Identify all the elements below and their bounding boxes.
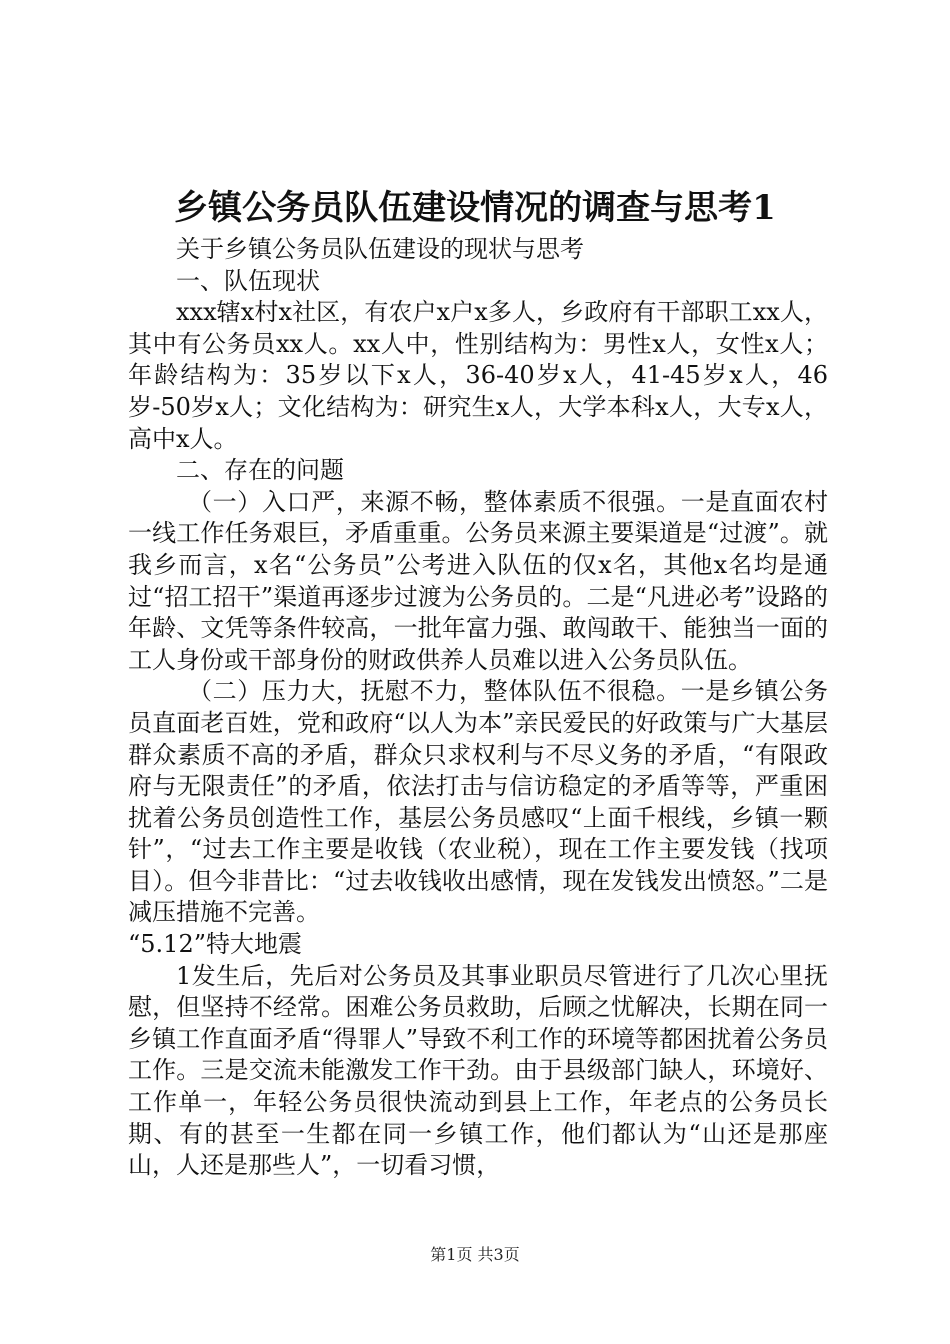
body-paragraph-problem-1: （一）入口严，来源不畅，整体素质不很强。一是直面农村一线工作任务艰巨，矛盾重重。公务员来源主要渠道是“过渡”。就我乡而言，x名“公务员”公考进入队伍的仅x名，其他x名均是通过“招工招干”渠道再逐步过渡为公务员的。二是“凡进必考”设路的年龄、文凭等条件较高，一批年富力强、敢闯敢干、能独当一面的工人身份或干部身份的财政供养人员难以进入公务员队伍。 (128, 487, 828, 674)
earthquake-line: “5.12”特大地震 (128, 930, 302, 959)
body-paragraph-continuation: 1发生后，先后对公务员及其事业职员尽管进行了几次心里抚慰，但坚持不经常。困难公务员救助，后顾之忧解决，长期在同一乡镇工作直面矛盾“得罪人”导致不利工作的环境等都困扰着公务员工作。三是交流未能激发工作干劲。由于县级部门缺人，环境好、工作单一，年轻公务员很快流动到县上工作，年老点的公务员长期、有的甚至一生都在同一乡镇工作，他们都认为“山还是那座山，人还是那些人”，一切看习惯， (128, 961, 828, 1180)
document-body (128, 234, 828, 1182)
page-footer: 第1页 共3页 (430, 1245, 520, 1264)
section-heading-problems: 二、存在的问题 (176, 456, 344, 485)
document-title: 乡镇公务员队伍建设情况的调查与思考1 (174, 188, 776, 228)
body-paragraph-problem-2: （二）压力大，抚慰不力，整体队伍不很稳。一是乡镇公务员直面老百姓，党和政府“以人为本”亲民爱民的好政策与广大基层群众素质不高的矛盾，群众只求权利与不尽义务的矛盾，“有限政府与无限责任”的矛盾，依法打击与信访稳定的矛盾等等，严重困扰着公务员创造性工作，基层公务员感叹“上面千根线，乡镇一颗针”，“过去工作主要是收钱（农业税），现在工作主要发钱（找项目）。但今非昔比：“过去收钱收出感情，现在发钱发出愤怒。”二是减压措施不完善。 (128, 677, 828, 927)
section-heading-status: 一、队伍现状 (176, 266, 320, 295)
subtitle-paragraph: 关于乡镇公务员队伍建设的现状与思考 (176, 235, 584, 263)
body-paragraph-status: xxx辖x村x社区，有农户x户x多人，乡政府有干部职工xx人，其中有公务员xx人。xx人中，性别结构为：男性x人，女性x人；年龄结构为：35岁以下x人，36-40岁x人，41-45岁x人，46岁-50岁x人；文化结构为：研究生x人，大学本科x人，大专x人，高中x人。 (128, 298, 828, 453)
